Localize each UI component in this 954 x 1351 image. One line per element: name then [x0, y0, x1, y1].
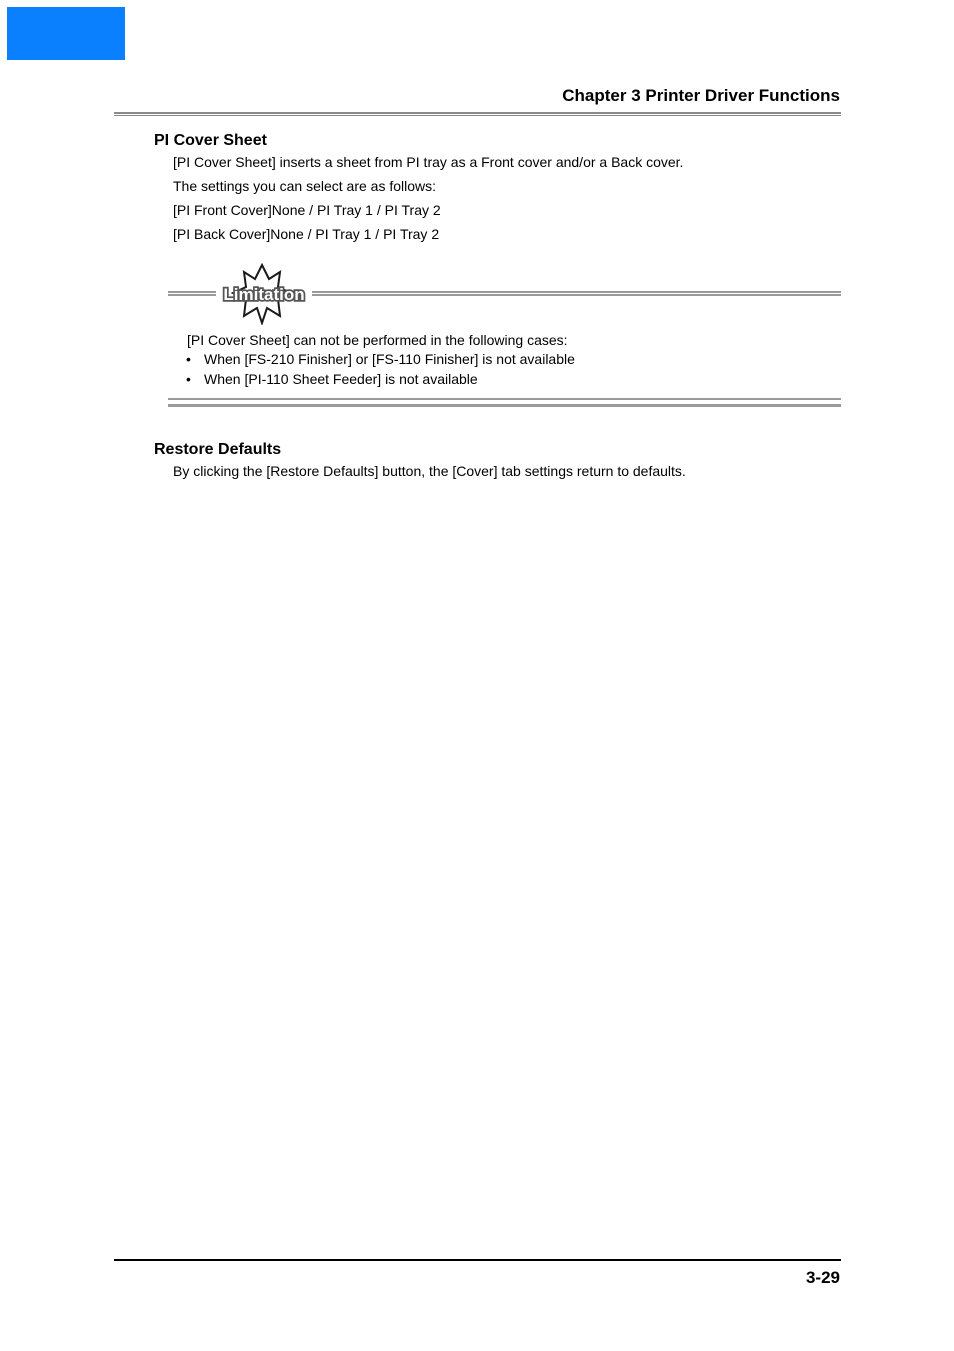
pi-cover-description: [PI Cover Sheet] inserts a sheet from PI tray as a Front cover and/or a Back cover.	[173, 154, 684, 170]
pi-back-cover-options: [PI Back Cover]None / PI Tray 1 / PI Tray 2	[173, 226, 440, 242]
limitation-bottom-divider	[168, 398, 841, 407]
pi-cover-settings-intro: The settings you can select are as follows:	[173, 178, 437, 194]
limitation-intro: [PI Cover Sheet] can not be performed in the following cases:	[187, 332, 568, 348]
section-heading-restore-defaults: Restore Defaults	[154, 441, 282, 458]
limitation-bullet-text: When [FS-210 Finisher] or [FS-110 Finisher] is not available	[204, 351, 575, 367]
chapter-title: Chapter 3 Printer Driver Functions	[562, 86, 840, 105]
limitation-bullet-text: When [PI-110 Sheet Feeder] is not available	[204, 371, 478, 387]
limitation-bullet	[186, 371, 478, 387]
pi-front-cover-options: [PI Front Cover]None / PI Tray 1 / PI Tray 2	[173, 202, 441, 218]
chapter-color-tab	[7, 7, 125, 60]
restore-defaults-description: By clicking the [Restore Defaults] button, the [Cover] tab settings return to defaults.	[173, 463, 686, 479]
limitation-rule-left	[168, 291, 216, 296]
section-heading-pi-cover-sheet: PI Cover Sheet	[154, 132, 267, 149]
limitation-bullet	[186, 351, 575, 367]
bullet-marker: •	[186, 371, 191, 387]
footer-divider	[114, 1259, 841, 1261]
limitation-rule-right	[312, 291, 841, 296]
bullet-marker: •	[186, 351, 191, 367]
header-divider	[114, 112, 841, 116]
limitation-badge	[216, 263, 312, 325]
page-number: 3-29	[805, 1268, 840, 1287]
limitation-label: Limitation	[223, 285, 305, 304]
